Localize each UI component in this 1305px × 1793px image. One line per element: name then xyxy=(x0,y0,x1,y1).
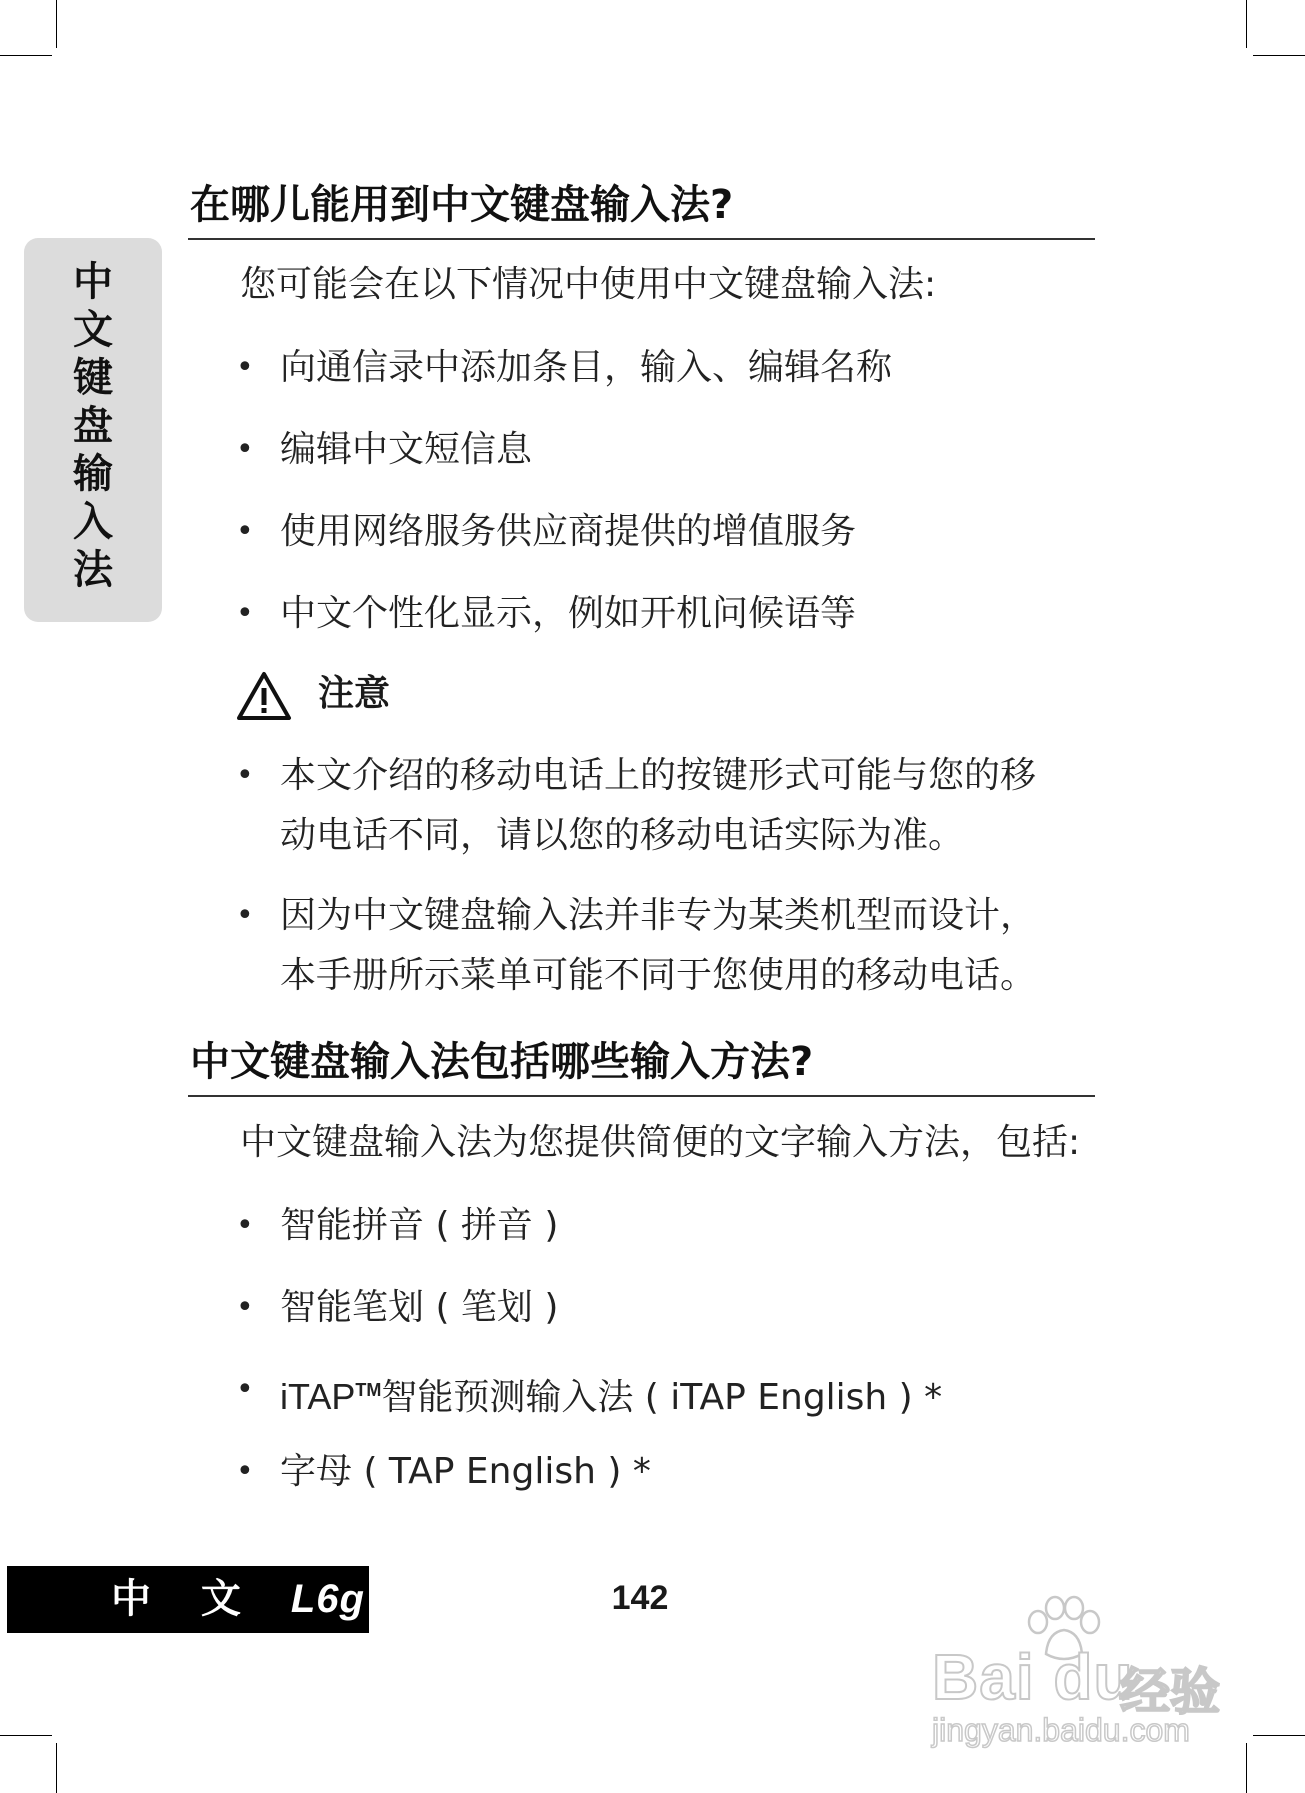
bullet-dot: • xyxy=(236,1454,254,1489)
bullet-dot: • xyxy=(236,432,254,467)
list-item-text: 向通信录中添加条目，输入、编辑名称 xyxy=(280,347,893,388)
chapter-side-tab-label xyxy=(24,258,162,594)
crop-mark xyxy=(1253,55,1305,56)
bullet-dot: • xyxy=(236,1290,254,1325)
caution-label: 注意 xyxy=(318,673,391,714)
section-intro: 您可能会在以下情况中使用中文键盘输入法: xyxy=(240,264,937,305)
side-tab-char: 文 xyxy=(73,306,113,353)
side-tab-char: 盘 xyxy=(73,402,113,449)
list-item-text: 编辑中文短信息 xyxy=(280,429,533,470)
footer-model: L6g xyxy=(290,1577,365,1621)
bullet-dot: • xyxy=(236,1372,254,1407)
itap-prefix: iTAP xyxy=(280,1376,356,1417)
list-item xyxy=(236,584,1096,644)
list-item-text xyxy=(280,886,1096,1006)
crop-mark xyxy=(1246,0,1247,48)
list-item-text: 字母 ( TAP English ) * xyxy=(280,1451,651,1492)
watermark-url: jingyan.baidu.com xyxy=(932,1712,1190,1748)
list-item-text: 智能笔划 ( 笔划 ) xyxy=(280,1287,559,1328)
list-item-line: 本手册所示菜单可能不同于您使用的移动电话。 xyxy=(280,955,1037,996)
crop-mark xyxy=(56,0,57,48)
baidu-watermark xyxy=(922,1594,1252,1748)
bullet-dot: • xyxy=(236,1208,254,1243)
crop-mark xyxy=(1246,1743,1247,1793)
bullet-dot: • xyxy=(236,758,254,793)
crop-mark xyxy=(0,55,52,56)
section-heading-input-methods: 中文键盘输入法包括哪些输入方法? xyxy=(190,1039,814,1085)
watermark-brand-cn: 经验 xyxy=(1120,1663,1220,1721)
page-number: 142 xyxy=(611,1579,669,1617)
list-item-line: 因为中文键盘输入法并非专为某类机型而设计， xyxy=(280,895,1037,936)
watermark-brand: Bai du xyxy=(932,1641,1134,1713)
crop-mark xyxy=(56,1743,57,1793)
list-item xyxy=(236,886,1096,1006)
side-tab-char: 输 xyxy=(73,450,113,497)
warning-triangle-icon xyxy=(236,671,292,721)
side-tab-char: 法 xyxy=(73,546,113,593)
side-tab-char: 中 xyxy=(73,258,113,305)
list-item-line: 动电话不同，请以您的移动电话实际为准。 xyxy=(280,815,965,856)
list-item xyxy=(236,338,1096,398)
list-item-text: 中文个性化显示，例如开机问候语等 xyxy=(280,593,857,634)
section-heading-where-to-use: 在哪儿能用到中文键盘输入法? xyxy=(190,182,734,228)
bullet-dot: • xyxy=(236,350,254,385)
list-item-text: 智能拼音 ( 拼音 ) xyxy=(280,1205,559,1246)
list-item xyxy=(236,1278,1096,1338)
trademark-sup: TM xyxy=(355,1380,382,1400)
list-item-text: 使用网络服务供应商提供的增值服务 xyxy=(280,511,857,552)
footer-language: 中 文 xyxy=(111,1576,259,1622)
list-item-text xyxy=(280,746,1096,866)
footer-label xyxy=(111,1566,365,1633)
list-item-text xyxy=(280,1360,1096,1428)
crop-mark xyxy=(1253,1735,1305,1736)
list-item xyxy=(236,420,1096,480)
footer-language-bar xyxy=(7,1566,369,1633)
list-item xyxy=(236,746,1096,866)
list-item-line: 本文介绍的移动电话上的按键形式可能与您的移 xyxy=(280,755,1037,796)
section-intro: 中文键盘输入法为您提供简便的文字输入方法，包括: xyxy=(240,1122,1081,1163)
chapter-side-tab xyxy=(24,238,162,622)
side-tab-char: 键 xyxy=(73,354,113,401)
list-item xyxy=(236,502,1096,562)
bullet-dot: • xyxy=(236,596,254,631)
heading-rule xyxy=(188,238,1095,240)
bullet-dot: • xyxy=(236,514,254,549)
list-item xyxy=(236,1196,1096,1256)
itap-description: 智能预测输入法 ( iTAP English ) * xyxy=(381,1377,943,1418)
side-tab-char: 入 xyxy=(73,498,113,545)
list-item xyxy=(236,1442,1096,1502)
bullet-dot: • xyxy=(236,898,254,933)
crop-mark xyxy=(0,1735,52,1736)
heading-rule xyxy=(188,1095,1095,1097)
list-item xyxy=(236,1360,1096,1428)
